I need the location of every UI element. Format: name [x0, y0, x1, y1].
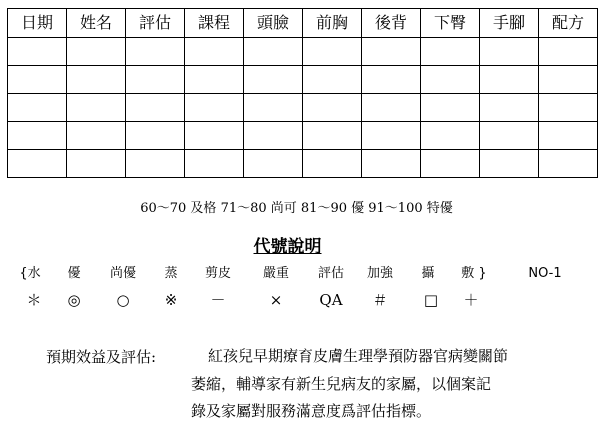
table-cell: [185, 122, 244, 150]
code-label: 加強: [366, 266, 394, 281]
record-table: [7, 8, 598, 178]
header-date: 日期: [8, 9, 67, 38]
code-symbol: ◎: [67, 291, 81, 309]
code-symbol: ＋: [463, 291, 479, 309]
table-row: [8, 38, 598, 66]
code-label: {水: [19, 266, 41, 281]
table-row: [8, 94, 598, 122]
table-cell: [539, 66, 598, 94]
code-label: 嚴重: [262, 266, 290, 281]
table-cell: [126, 94, 185, 122]
code-label: NO-1: [528, 266, 562, 281]
code-symbol: QA: [319, 291, 343, 309]
header-head-face: 頭臉: [244, 9, 303, 38]
header-back: 後背: [362, 9, 421, 38]
table-cell: [362, 66, 421, 94]
table-cell: [8, 66, 67, 94]
table-cell: [480, 38, 539, 66]
header-chest: 前胸: [303, 9, 362, 38]
table-row: [8, 150, 598, 178]
code-label-row: [0, 264, 603, 284]
header-hands-feet: 手腳: [480, 9, 539, 38]
table-cell: [480, 94, 539, 122]
table-cell: [126, 122, 185, 150]
table-cell: [362, 150, 421, 178]
table-cell: [8, 122, 67, 150]
table-cell: [67, 38, 126, 66]
table-cell: [421, 66, 480, 94]
table-cell: [421, 150, 480, 178]
table-cell: [539, 122, 598, 150]
table-cell: [8, 38, 67, 66]
header-buttocks: 下臀: [421, 9, 480, 38]
code-symbol: □: [423, 291, 439, 309]
evaluation-line: 紅孩兒早期療育皮膚生理學預防器官病變關節: [208, 347, 509, 365]
grading-scale: 60～70 及格 71～80 尚可 81～90 優 91～100 特優: [140, 201, 453, 216]
code-label: 敷 }: [461, 266, 487, 281]
table-cell: [185, 94, 244, 122]
code-symbol: －: [210, 291, 226, 309]
table-cell: [126, 150, 185, 178]
code-label: 尚優: [109, 266, 137, 281]
table-cell: [303, 66, 362, 94]
table-cell: [480, 122, 539, 150]
table-cell: [126, 66, 185, 94]
table-cell: [244, 122, 303, 150]
table-cell: [126, 38, 185, 66]
table-cell: [185, 150, 244, 178]
table-cell: [421, 122, 480, 150]
table-body: [8, 38, 598, 178]
table-cell: [67, 66, 126, 94]
header-formula: 配方: [539, 9, 598, 38]
table-cell: [8, 94, 67, 122]
table-cell: [539, 150, 598, 178]
table-cell: [67, 122, 126, 150]
code-label: 蒸: [164, 266, 178, 281]
table-cell: [480, 150, 539, 178]
code-label: 優: [67, 266, 81, 281]
table-cell: [480, 66, 539, 94]
table-cell: [421, 38, 480, 66]
table-cell: [185, 66, 244, 94]
code-label: 攝: [421, 266, 435, 281]
table-cell: [303, 150, 362, 178]
header-course: 課程: [185, 9, 244, 38]
evaluation-line: 錄及家屬對服務滿意度爲評估指標。: [191, 402, 432, 420]
table-cell: [539, 94, 598, 122]
table-cell: [362, 122, 421, 150]
code-label: 剪皮: [204, 266, 232, 281]
evaluation-label: 預期效益及評估:: [46, 348, 157, 366]
table-cell: [303, 38, 362, 66]
table-row: [8, 122, 598, 150]
code-symbol: ×: [269, 291, 283, 309]
table-header-row: [8, 9, 598, 38]
table-cell: [303, 94, 362, 122]
table-cell: [303, 122, 362, 150]
table-cell: [362, 38, 421, 66]
table-cell: [185, 38, 244, 66]
code-legend-title: 代號說明: [253, 237, 322, 257]
table-cell: [67, 94, 126, 122]
code-symbol-row: [0, 290, 603, 310]
table-cell: [244, 66, 303, 94]
table-cell: [244, 150, 303, 178]
code-symbol: ○: [116, 291, 130, 309]
table-cell: [362, 94, 421, 122]
code-symbol: ※: [164, 291, 178, 309]
code-label: 評估: [317, 266, 345, 281]
table-cell: [539, 38, 598, 66]
evaluation-line: 萎縮，輔導家有新生兒病友的家屬，以個案記: [191, 375, 492, 393]
header-evaluation: 評估: [126, 9, 185, 38]
table-cell: [8, 150, 67, 178]
table-cell: [421, 94, 480, 122]
table-cell: [67, 150, 126, 178]
table-cell: [244, 38, 303, 66]
code-symbol: ＃: [372, 291, 388, 309]
code-symbol: ＊: [26, 291, 42, 309]
table-cell: [244, 94, 303, 122]
header-name: 姓名: [67, 9, 126, 38]
table-row: [8, 66, 598, 94]
